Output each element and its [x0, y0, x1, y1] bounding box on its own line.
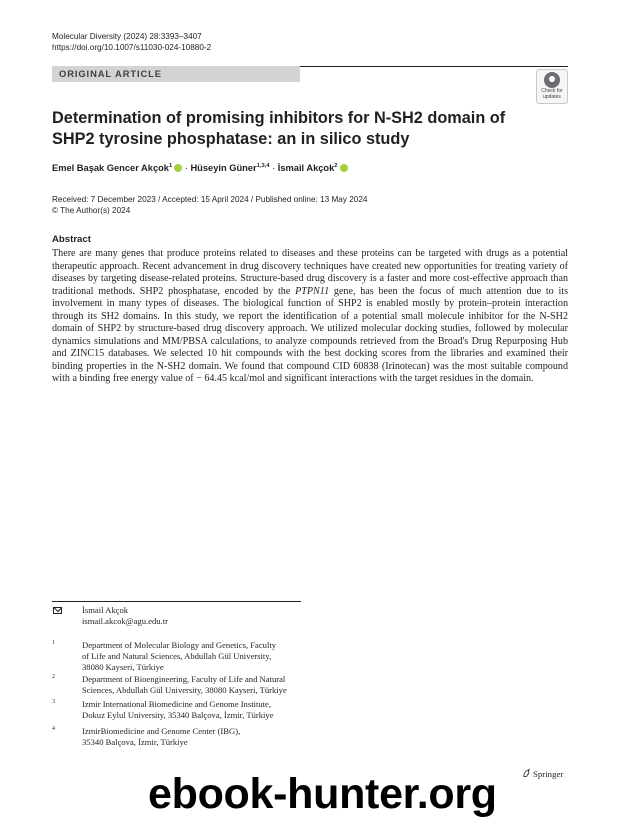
affiliation-line: 35340 Balçova, İzmir, Türkiye [82, 737, 188, 747]
affiliation-line: of Life and Natural Sciences, Abdullah Gül University, [82, 651, 272, 661]
abstract-heading: Abstract [52, 234, 91, 245]
corresponding-author: İsmail Akçok [82, 605, 129, 615]
affiliation-line: Dokuz Eylul University, 35340 Balçova, İzmir, Türkiye [82, 710, 274, 720]
affiliation-line: Department of Bioengineering, Faculty of Life and Natural [82, 674, 286, 684]
affiliation-line: 38080 Kayseri, Türkiye [82, 662, 164, 672]
publication-dates [52, 194, 367, 216]
copyright-notice: © The Author(s) 2024 [52, 206, 131, 215]
envelope-icon [53, 607, 62, 614]
author-separator: · [182, 163, 191, 174]
author-list [52, 163, 348, 173]
doi-link[interactable]: https://doi.org/10.1007/s11030-024-10880-2 [52, 43, 212, 52]
gene-name: PTPN11 [295, 285, 330, 297]
abstract-part: gene, has been the focus of much attention due to its involvement in many types of diseases. The biological function of SHP2 is enabled mostly by protein–protein interaction through its SH2 domains. In this study, we report the identification of a potential small molecule inhibitor for the N-SH2 domain of SHP2 by structure-based drug discovery approach. We utilized molecular docking studies, followed by molecular dynamics simulations and MM/PBSA calculations, to analyze compounds retrieved from the Broad's Drug Repurposing Hub and ZINC15 databases. We selected 10 hit compounds with the best docking scores from the libraries and examined their binding properties in the N-SH2 domain. We found that compound CID 60838 (Irinotecan) was the most suitable compound with a binding free energy value of − 64.45 kcal/mol and significant interactions with the target residues in the domain. [52, 285, 568, 385]
author-affiliation-sup: 1 [168, 163, 173, 169]
affiliation-1 [52, 640, 312, 673]
check-updates-text: Check for updates [541, 88, 563, 100]
author-name[interactable]: İsmail Akçok [277, 163, 335, 174]
affiliation-line: IzmirBiomedicine and Genome Center (IBG), [82, 726, 241, 736]
affiliation-4 [52, 726, 312, 748]
history-dates: Received: 7 December 2023 / Accepted: 15 April 2024 / Published online: 13 May 2024 [52, 195, 368, 204]
journal-header [52, 31, 211, 53]
author-name[interactable]: Hüseyin Güner [190, 163, 257, 174]
affiliation-3 [52, 699, 312, 721]
orcid-icon[interactable] [340, 164, 348, 172]
author-separator: · [269, 163, 278, 174]
publisher-name: Springer [533, 769, 564, 779]
affiliation-number: 1 [52, 640, 55, 646]
article-type-label: ORIGINAL ARTICLE [59, 68, 162, 79]
abstract-text [52, 248, 568, 386]
orcid-icon[interactable] [174, 164, 182, 172]
corresponding-email[interactable]: ismail.akcok@agu.edu.tr [82, 616, 168, 626]
check-for-updates-badge[interactable] [536, 69, 568, 104]
author-affiliation-sup: 2 [334, 163, 338, 169]
affiliation-number: 4 [52, 726, 55, 732]
correspondence [52, 605, 168, 627]
affiliation-number: 2 [52, 674, 55, 680]
watermark-text: ebook-hunter.org [148, 770, 497, 818]
header-rule [300, 66, 568, 67]
springer-horse-icon [522, 768, 531, 778]
check-updates-icon [544, 72, 560, 88]
article-type-bar [52, 66, 300, 82]
abstract-part: There are many genes that produce proteins related to diseases and these proteins can be targeted with drugs as a potential therapeutic approach. Recent advancement in drug discovery techniques have created new opportunities for treating variety of diseases by targeting disease-related proteins. Structure-based drug discovery is a faster and more cost-effective approach than traditional methods. SHP2 phosphatase, encoded by the [52, 248, 568, 297]
journal-citation: Molecular Diversity (2024) 28:3393–3407 [52, 32, 202, 41]
author-affiliation-sup: 1,3,4 [256, 163, 270, 169]
article-title: Determination of promising inhibitors for N-SH2 domain of SHP2 tyrosine phosphatase: an in silico study [52, 109, 506, 148]
affiliation-line: Department of Molecular Biology and Genetics, Faculty [82, 640, 277, 650]
footnote-rule [52, 601, 301, 602]
publisher-logo [522, 768, 563, 779]
affiliation-2 [52, 674, 312, 696]
affiliation-line: Izmir International Biomedicine and Genome Institute, [82, 699, 272, 709]
author-name[interactable]: Emel Başak Gencer Akçok [52, 163, 169, 174]
affiliation-line: Sciences, Abdullah Gül University, 38080 Kayseri, Türkiye [82, 685, 287, 695]
affiliation-number: 3 [52, 699, 55, 705]
